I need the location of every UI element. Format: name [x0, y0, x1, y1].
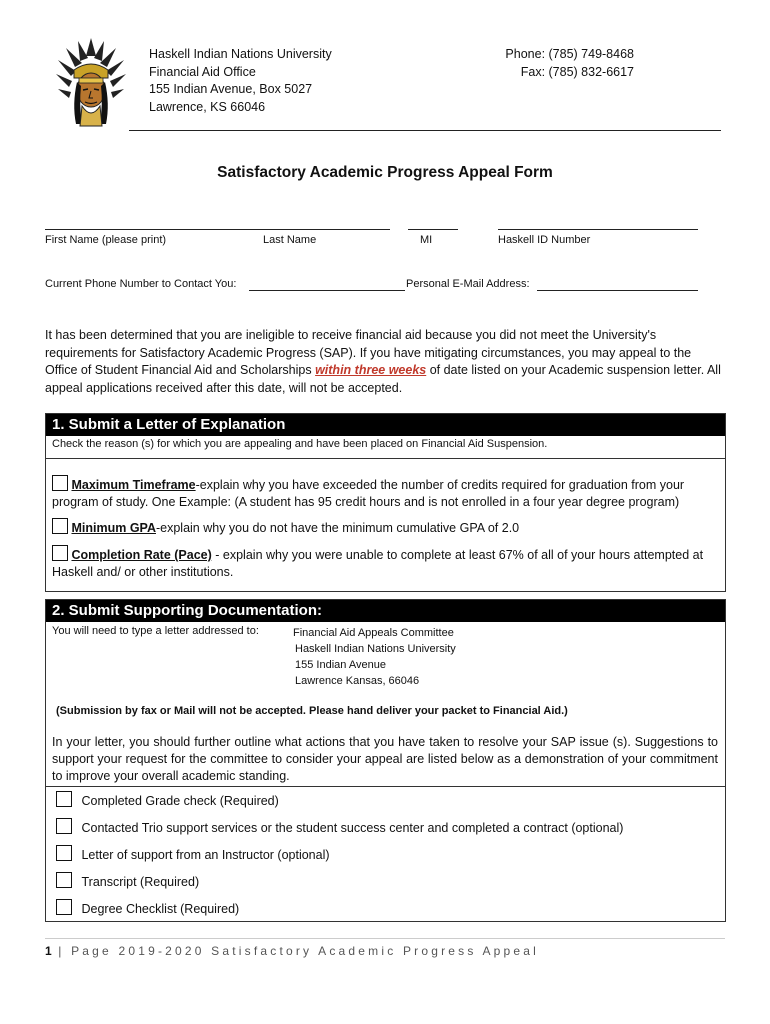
checklist-label: Transcript (Required) — [81, 875, 200, 889]
section-2-heading: 2. Submit Supporting Documentation: — [46, 600, 725, 622]
checkbox-instructor-letter[interactable] — [56, 845, 72, 861]
submission-notice: (Submission by fax or Mail will not be accepted. Please hand deliver your packet to Financial Aid.) — [56, 705, 568, 717]
checklist-item — [56, 818, 623, 837]
checkbox-transcript[interactable] — [56, 872, 72, 888]
addressee-line: Financial Aid Appeals Committee — [293, 627, 454, 639]
header-divider — [129, 130, 721, 131]
fax-number: Fax: (785) 832-6617 — [520, 64, 634, 79]
mi-label: MI — [420, 234, 433, 246]
checklist-divider — [46, 786, 725, 787]
phone-line[interactable] — [249, 290, 405, 291]
checklist-item — [56, 791, 279, 810]
section-1-heading: 1. Submit a Letter of Explanation — [46, 414, 725, 436]
email-line[interactable] — [537, 290, 698, 291]
page-number: 1 — [45, 944, 52, 958]
letter-intro: You will need to type a letter addressed to: — [52, 625, 259, 637]
intro-text-1: It has been determined that you are ineligible to receive financial aid because you did not meet the University's requirements for Satisfactory Academic Progress (SAP). If you have mitigating circumstances, you may appeal to the Office of Student Financial Aid and Scholarships — [45, 328, 692, 377]
footer-divider — [45, 938, 725, 939]
reason-completion-rate — [52, 545, 717, 581]
checkbox-min-gpa[interactable] — [52, 518, 68, 534]
reason-max-timeframe — [52, 475, 717, 511]
name-line[interactable] — [45, 229, 390, 230]
reason-min-gpa — [52, 518, 717, 537]
page-footer — [45, 944, 539, 958]
addressee-line: Lawrence Kansas, 66046 — [295, 675, 420, 687]
guidance-paragraph: In your letter, you should further outline what actions that you have taken to resolve your SAP issue (s). Suggestions to support your request for the committee to consider your appeal are listed below as a demonstration of your commitment to improve your overall academic standing. — [52, 735, 718, 783]
deadline-highlight: within three weeks — [315, 363, 427, 377]
completion-rate-text: - explain why you were unable to complete at least 67% of all of your hours attempted at Haskell and/ or other institutions. — [52, 548, 704, 579]
mi-line[interactable] — [408, 229, 458, 230]
id-line[interactable] — [498, 229, 698, 230]
max-timeframe-title: Maximum Timeframe — [71, 478, 196, 492]
max-timeframe-text: -explain why you have exceeded the number of credits required for graduation from your program of study. One Example: (A student has 95 credit hours and is not enrolled in a four year degree program) — [52, 478, 685, 509]
completion-rate-title: Completion Rate (Pace) — [71, 548, 212, 562]
phone-number: Phone: (785) 749-8468 — [505, 47, 634, 61]
street-address: 155 Indian Avenue, Box 5027 — [149, 82, 313, 96]
section-1-box — [45, 413, 726, 592]
checklist-label: Contacted Trio support services or the student success center and completed a contract (optional) — [81, 821, 624, 835]
form-title: Satisfactory Academic Progress Appeal Form — [217, 164, 553, 181]
checklist-label: Completed Grade check (Required) — [81, 794, 279, 808]
office-name: Financial Aid Office — [149, 64, 256, 79]
institution-name: Haskell Indian Nations University — [149, 47, 332, 61]
checklist-label: Degree Checklist (Required) — [81, 902, 240, 916]
addressee-line: 155 Indian Avenue — [295, 659, 386, 671]
address-block — [149, 46, 332, 116]
checkbox-completion-rate[interactable] — [52, 545, 68, 561]
addressee-line: Haskell Indian Nations University — [295, 643, 456, 655]
intro-text-2: of date listed on your Academic suspension letter. All appeal applications received after this date, will not be accepted. — [45, 363, 721, 395]
section-1-instruction: Check the reason (s) for which you are appealing and have been placed on Financial Aid Suspension. — [46, 436, 725, 459]
city-address: Lawrence, KS 66046 — [149, 99, 266, 114]
last-name-label: Last Name — [263, 234, 317, 246]
phone-label: Current Phone Number to Contact You: — [45, 278, 237, 290]
min-gpa-title: Minimum GPA — [71, 521, 156, 535]
checkbox-grade-check[interactable] — [56, 791, 72, 807]
min-gpa-text: -explain why you do not have the minimum cumulative GPA of 2.0 — [155, 521, 520, 535]
first-name-label: First Name (please print) — [45, 234, 167, 246]
section-2-box — [45, 599, 726, 922]
checklist-label: Letter of support from an Instructor (optional) — [81, 848, 330, 862]
checkbox-degree-checklist[interactable] — [56, 899, 72, 915]
intro-paragraph — [45, 327, 725, 397]
checklist-item — [56, 845, 330, 864]
checkbox-max-timeframe[interactable] — [52, 475, 68, 491]
addressee-block — [293, 625, 456, 689]
checkbox-trio-support[interactable] — [56, 818, 72, 834]
checklist-item — [56, 899, 239, 918]
footer-text: | Page 2019-2020 Satisfactory Academic Progress Appeal — [58, 944, 540, 958]
university-logo — [52, 34, 130, 128]
haskell-id-label: Haskell ID Number — [498, 234, 591, 246]
checklist-item — [56, 872, 199, 891]
email-label: Personal E-Mail Address: — [406, 278, 530, 290]
contact-block — [505, 46, 634, 81]
